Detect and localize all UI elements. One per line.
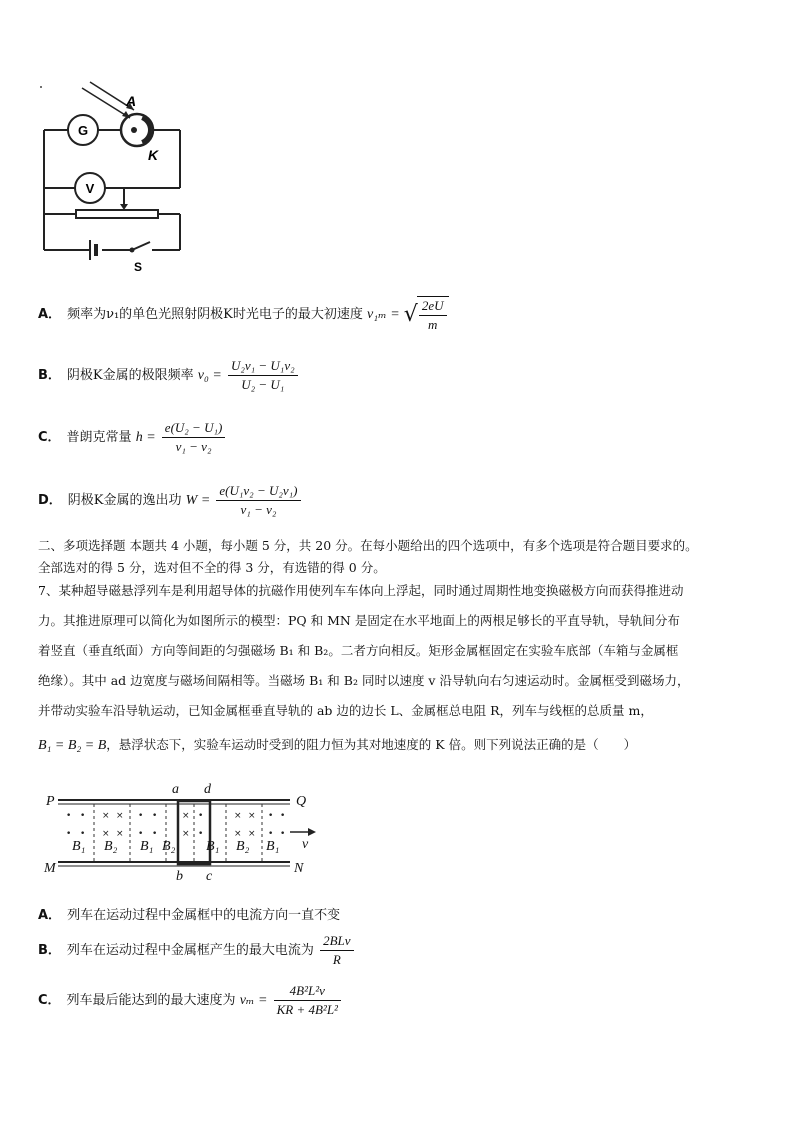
corner-label-c: c xyxy=(206,869,213,880)
corner-label-b: b xyxy=(176,869,183,880)
svg-text:•: • xyxy=(152,829,158,839)
velocity-label: v xyxy=(302,837,309,852)
svg-text:•: • xyxy=(152,811,158,821)
field-label-6: B₂ xyxy=(236,839,250,854)
galvanometer-label: G xyxy=(77,123,89,138)
svg-text:•: • xyxy=(198,811,204,821)
field-label-5: B₁ xyxy=(206,839,220,854)
field-label-7: B₁ xyxy=(266,839,280,854)
q6-option-d: D． 阴极K金属的逸出功 W = $\frac{\text{e(U₁ν₂ − U₂ν₁)}}{\text{ν₁ − ν₂}}$ xyxy=(38,483,303,518)
svg-text:×: × xyxy=(102,829,110,839)
svg-text:•: • xyxy=(280,829,286,839)
svg-text:•: • xyxy=(268,829,274,839)
svg-text:×: × xyxy=(182,829,190,839)
maglev-rail-figure xyxy=(40,780,330,880)
svg-text:•: • xyxy=(198,829,204,839)
svg-text:×: × xyxy=(182,811,190,821)
svg-text:•: • xyxy=(138,811,144,821)
rail-label-n: N xyxy=(294,861,304,876)
q7-stem: 7、某种超导磁悬浮列车是利用超导体的抗磁作用使列车车体向上浮起，同时通过周期性地变换磁极方向而获得推进动 力。其推进原理可以简化为如图所示的模型：PQ 和 MN 是固定在水平地面上的两根足够长的平直导轨，导轨间分布 着竖直（垂直纸面）方向等间距的匀强磁场 B₁ 和 B₂。二者方向相反。矩形金属框固定在实验车底部（车箱与金属框 绝缘）。其中 ad 边宽度与磁场间隔相等。当磁场 B₁ 和 B₂ 同时以速度 v 沿导轨向右匀速运动时。金属框受到磁场力， 并带动实验车沿导轨运动，已知金属框垂直导轨的 ab 边的边长 L、金属框总电阻 R，列车与线框的总质量 m， B₁ = B₂ = B，悬浮状态下，实验车运动时受到的阻力恒为其对地速度的 K 倍。则下列说法正确的是（ ） xyxy=(38,583,690,753)
field-label-1: B₁ xyxy=(72,839,86,854)
q6-a-formula-lhs: ν₁ₘ = xyxy=(367,307,400,322)
svg-text:×: × xyxy=(116,829,124,839)
q6-option-b: B． 阴极K金属的极限频率 ν₀ = $\frac{\text{U₂ν₁ − U₁ν₂}}{\text{U₂ − U₁}}$ xyxy=(38,358,300,393)
svg-text:•: • xyxy=(268,811,274,821)
q7-option-c: C． 列车最后能达到的最大速度为 vₘ = $\frac{\text{4B²L²v}}{\text{KR + 4B²L²}}$ xyxy=(38,983,343,1018)
photoelectric-circuit-figure xyxy=(30,80,190,280)
corner-label-a: a xyxy=(172,782,179,797)
svg-text:•: • xyxy=(138,829,144,839)
q6-option-a: A． 频率为ν₁的单色光照射阴极K时光电子的最大初速度 ν₁ₘ = √ $\frac{2eU}{m}$ xyxy=(38,296,449,333)
cathode-label: K xyxy=(148,147,159,163)
rail-label-q: Q xyxy=(296,794,307,809)
corner-label-d: d xyxy=(204,782,211,797)
field-label-2: B₂ xyxy=(104,839,118,854)
svg-text:×: × xyxy=(248,829,256,839)
anode-label: A xyxy=(126,93,137,109)
field-label-4: B₂ xyxy=(162,839,176,854)
rail-label-p: P xyxy=(46,794,55,809)
switch-label: S xyxy=(134,260,143,274)
svg-text:×: × xyxy=(234,811,242,821)
q7-field-equation: B₁ = B₂ = B xyxy=(38,738,107,753)
q6-option-c: C． 普朗克常量 h = $\frac{\text{e(U₂ − U₁)}}{\text{ν₁ − ν₂}}$ xyxy=(38,420,227,455)
q7-option-a: A． 列车在运动过程中金属框中的电流方向一直不变 xyxy=(38,908,341,923)
svg-text:×: × xyxy=(234,829,242,839)
rail-label-m: M xyxy=(44,861,56,876)
field-label-3: B₁ xyxy=(140,839,154,854)
svg-text:×: × xyxy=(248,811,256,821)
voltmeter-label: V xyxy=(85,181,95,196)
q7-option-b: B． 列车在运动过程中金属框产生的最大电流为 $\frac{\text{2BLv}}{R}$ xyxy=(38,933,356,968)
svg-text:•: • xyxy=(66,811,72,821)
svg-text:•: • xyxy=(280,811,286,821)
svg-text:×: × xyxy=(116,811,124,821)
svg-text:×: × xyxy=(102,811,110,821)
svg-text:•: • xyxy=(66,829,72,839)
section2-heading: 二、多项选择题 本题共 4 小题，每小题 5 分，共 20 分。在每小题给出的四个选项中，有多个选项是符合题目要求的。 全部选对的得 5 分，选对但不全的得 3 分，有选错的得 0 分。 xyxy=(38,538,698,575)
svg-text:•: • xyxy=(80,811,86,821)
svg-text:•: • xyxy=(80,829,86,839)
